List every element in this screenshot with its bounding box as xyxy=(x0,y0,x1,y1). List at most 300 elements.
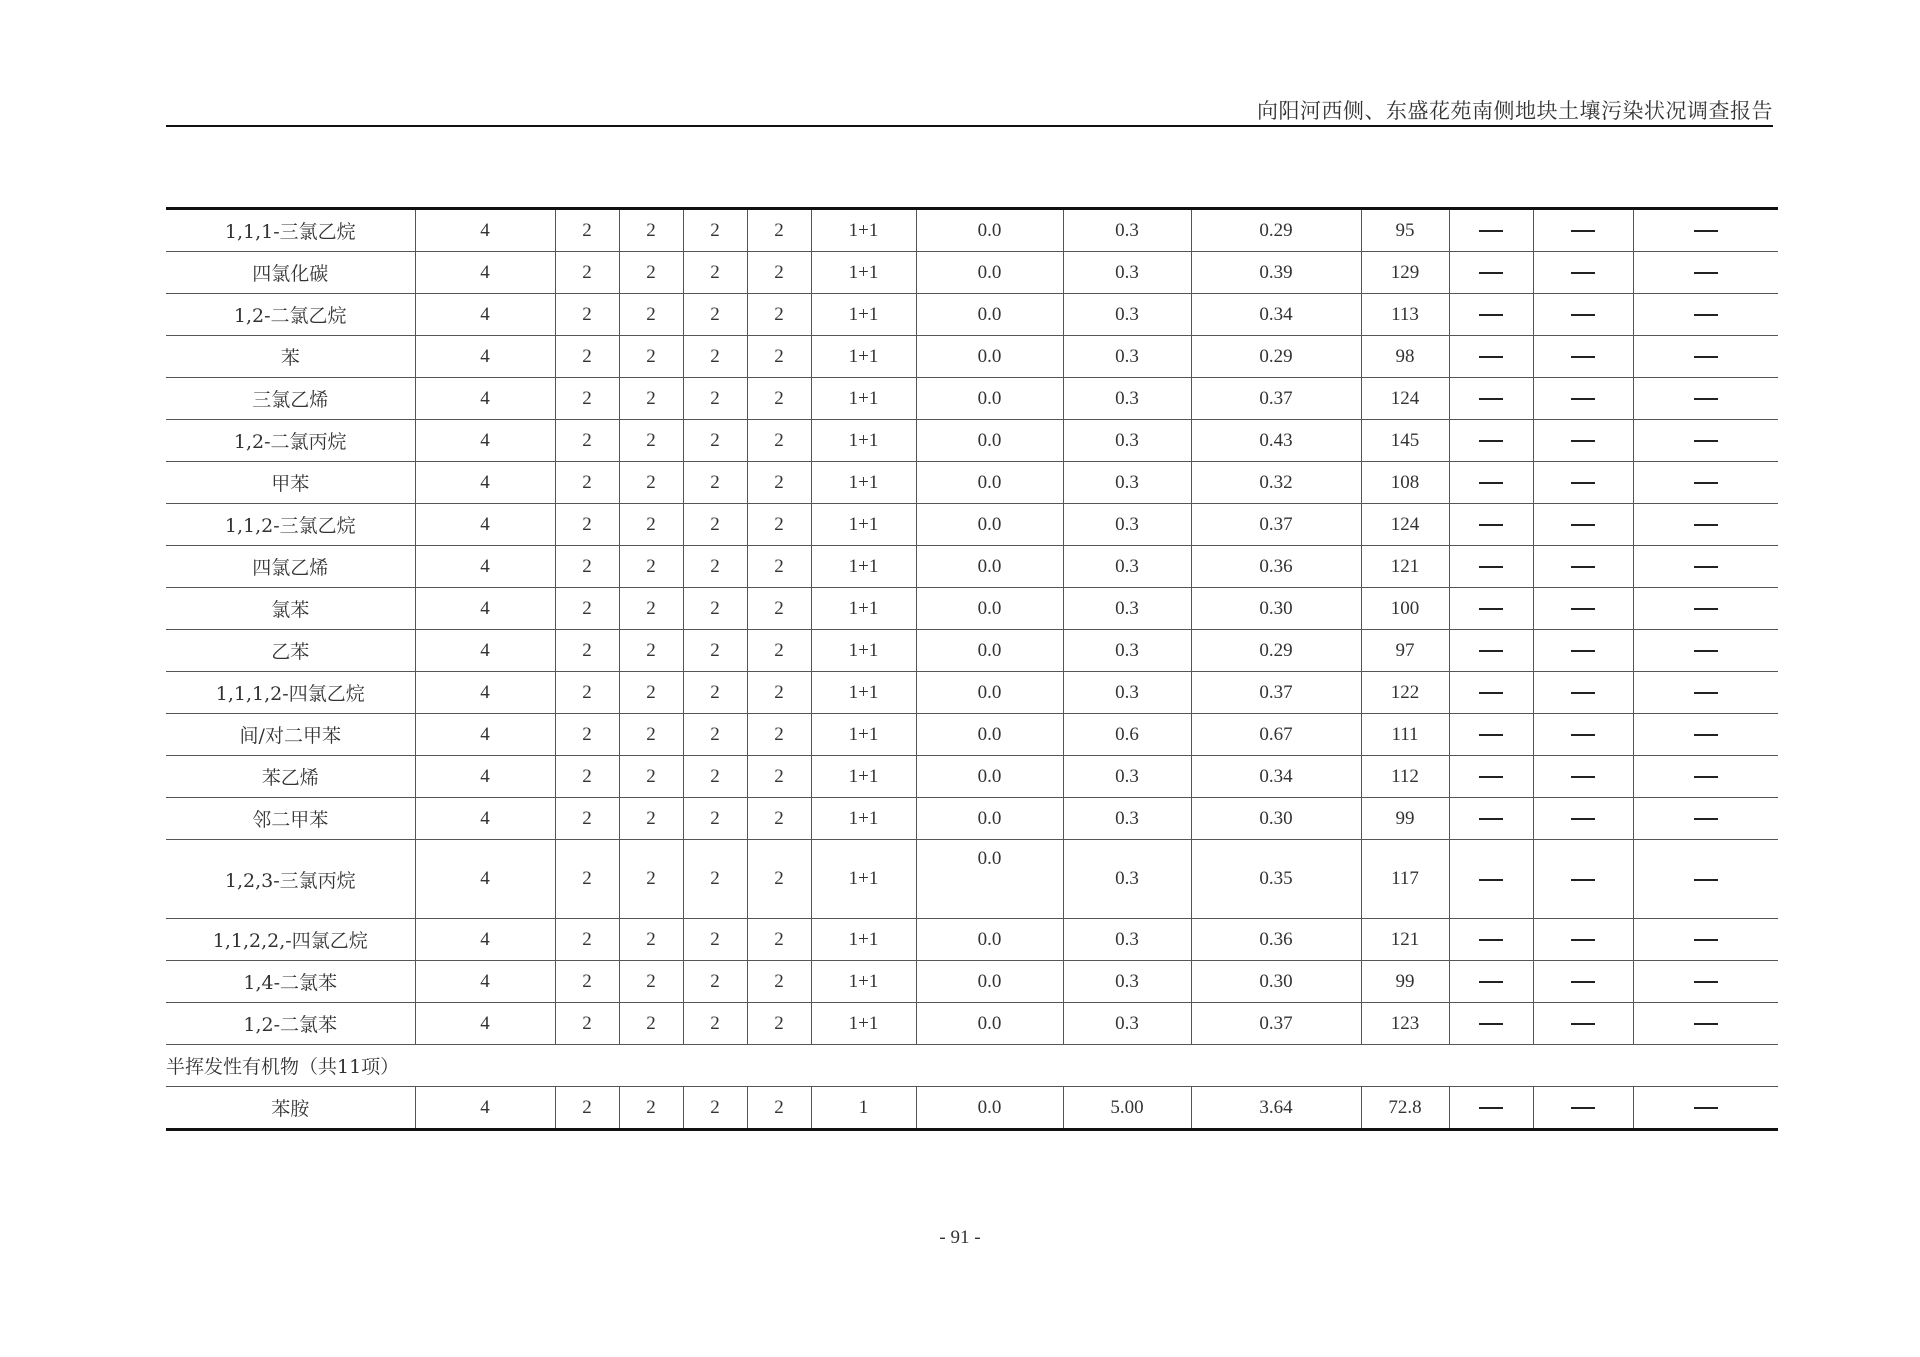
value-cell: 4 xyxy=(415,630,555,672)
dash-cell xyxy=(1533,961,1633,1003)
value-cell: 0.0 xyxy=(916,1003,1063,1045)
value-cell: 0.37 xyxy=(1191,504,1361,546)
dash-mark xyxy=(1571,981,1595,983)
value-cell: 3.64 xyxy=(1191,1087,1361,1130)
value-cell: 4 xyxy=(415,588,555,630)
value-cell: 2 xyxy=(555,504,619,546)
value-cell: 0.0 xyxy=(916,919,1063,961)
value-cell: 2 xyxy=(619,462,683,504)
value-cell: 1+1 xyxy=(811,798,916,840)
value-cell: 2 xyxy=(619,630,683,672)
value-cell: 5.00 xyxy=(1063,1087,1191,1130)
dash-mark xyxy=(1479,1023,1503,1025)
value-cell: 1+1 xyxy=(811,1003,916,1045)
table-row xyxy=(166,504,1778,546)
table-row xyxy=(166,462,1778,504)
dash-cell xyxy=(1449,714,1533,756)
value-cell: 1+1 xyxy=(811,209,916,252)
dash-cell xyxy=(1633,504,1778,546)
value-cell: 111 xyxy=(1361,714,1449,756)
value-cell: 99 xyxy=(1361,961,1449,1003)
dash-mark xyxy=(1479,272,1503,274)
value-cell: 0.0 xyxy=(916,756,1063,798)
value-cell: 2 xyxy=(683,462,747,504)
table-row xyxy=(166,630,1778,672)
dash-cell xyxy=(1633,588,1778,630)
dash-cell xyxy=(1633,462,1778,504)
value-cell: 4 xyxy=(415,714,555,756)
value-cell: 1+1 xyxy=(811,378,916,420)
dash-mark xyxy=(1694,776,1718,778)
value-cell: 2 xyxy=(683,1087,747,1130)
dash-mark xyxy=(1694,734,1718,736)
value-cell: 2 xyxy=(683,919,747,961)
dash-cell xyxy=(1633,1003,1778,1045)
value-cell: 2 xyxy=(555,714,619,756)
dash-mark xyxy=(1479,692,1503,694)
value-cell: 0.3 xyxy=(1063,546,1191,588)
dash-cell xyxy=(1533,336,1633,378)
value-cell: 2 xyxy=(555,798,619,840)
value-cell: 0.3 xyxy=(1063,1003,1191,1045)
value-cell: 4 xyxy=(415,798,555,840)
value-cell: 2 xyxy=(683,252,747,294)
table-row xyxy=(166,961,1778,1003)
dash-mark xyxy=(1571,272,1595,274)
dash-mark xyxy=(1571,879,1595,881)
dash-cell xyxy=(1533,294,1633,336)
value-cell: 1+1 xyxy=(811,672,916,714)
compound-name-cell: 四氯化碳 xyxy=(166,252,415,294)
value-cell: 2 xyxy=(619,840,683,919)
dash-mark xyxy=(1694,692,1718,694)
dash-cell xyxy=(1533,1087,1633,1130)
dash-mark xyxy=(1571,939,1595,941)
value-cell: 124 xyxy=(1361,378,1449,420)
section-label: 半挥发性有机物（共11项） xyxy=(166,1045,1778,1087)
value-cell: 2 xyxy=(683,209,747,252)
dash-mark xyxy=(1571,524,1595,526)
value-cell: 4 xyxy=(415,919,555,961)
table-body xyxy=(166,209,1778,1130)
value-cell: 2 xyxy=(555,378,619,420)
dash-mark xyxy=(1694,314,1718,316)
dash-cell xyxy=(1533,840,1633,919)
compound-name-cell: 四氯乙烯 xyxy=(166,546,415,588)
value-cell: 2 xyxy=(555,1003,619,1045)
compound-name-cell: 1,2-二氯乙烷 xyxy=(166,294,415,336)
value-cell: 0.43 xyxy=(1191,420,1361,462)
compound-name-cell: 1,1,1-三氯乙烷 xyxy=(166,209,415,252)
compound-name-cell: 邻二甲苯 xyxy=(166,798,415,840)
value-cell: 2 xyxy=(747,462,811,504)
value-cell: 0.29 xyxy=(1191,630,1361,672)
results-table-container xyxy=(166,207,1773,1131)
table-row xyxy=(166,919,1778,961)
compound-name-cell: 苯胺 xyxy=(166,1087,415,1130)
value-cell: 1+1 xyxy=(811,294,916,336)
value-cell: 2 xyxy=(619,504,683,546)
value-cell: 0.0 xyxy=(916,840,1063,919)
value-cell: 4 xyxy=(415,462,555,504)
value-cell: 4 xyxy=(415,1087,555,1130)
table-row xyxy=(166,1003,1778,1045)
value-cell: 1+1 xyxy=(811,714,916,756)
value-cell: 2 xyxy=(683,798,747,840)
table-row xyxy=(166,840,1778,919)
dash-mark xyxy=(1694,356,1718,358)
dash-cell xyxy=(1533,462,1633,504)
value-cell: 2 xyxy=(747,798,811,840)
value-cell: 2 xyxy=(683,546,747,588)
dash-cell xyxy=(1533,420,1633,462)
value-cell: 0.0 xyxy=(916,630,1063,672)
dash-mark xyxy=(1479,1107,1503,1109)
table-row xyxy=(166,336,1778,378)
dash-cell xyxy=(1533,209,1633,252)
value-cell: 1+1 xyxy=(811,336,916,378)
dash-mark xyxy=(1571,230,1595,232)
value-cell: 2 xyxy=(747,630,811,672)
value-cell: 1+1 xyxy=(811,756,916,798)
value-cell: 123 xyxy=(1361,1003,1449,1045)
dash-cell xyxy=(1533,756,1633,798)
compound-name-cell: 1,2,3-三氯丙烷 xyxy=(166,840,415,919)
dash-cell xyxy=(1533,672,1633,714)
value-cell: 2 xyxy=(747,1087,811,1130)
dash-mark xyxy=(1571,1107,1595,1109)
dash-cell xyxy=(1633,630,1778,672)
dash-mark xyxy=(1479,734,1503,736)
dash-mark xyxy=(1479,939,1503,941)
dash-mark xyxy=(1479,776,1503,778)
value-cell: 2 xyxy=(683,630,747,672)
dash-mark xyxy=(1479,879,1503,881)
compound-name-cell: 乙苯 xyxy=(166,630,415,672)
value-cell: 2 xyxy=(619,336,683,378)
dash-cell xyxy=(1633,209,1778,252)
table-row xyxy=(166,798,1778,840)
value-cell: 2 xyxy=(619,798,683,840)
value-cell: 2 xyxy=(555,336,619,378)
dash-cell xyxy=(1449,630,1533,672)
dash-cell xyxy=(1533,504,1633,546)
value-cell: 2 xyxy=(555,756,619,798)
dash-mark xyxy=(1479,356,1503,358)
value-cell: 0.39 xyxy=(1191,252,1361,294)
value-cell: 0.36 xyxy=(1191,546,1361,588)
dash-mark xyxy=(1571,566,1595,568)
value-cell: 0.0 xyxy=(916,961,1063,1003)
dash-mark xyxy=(1571,1023,1595,1025)
value-cell: 2 xyxy=(555,294,619,336)
dash-mark xyxy=(1694,1107,1718,1109)
dash-cell xyxy=(1533,546,1633,588)
value-cell: 108 xyxy=(1361,462,1449,504)
value-cell: 2 xyxy=(747,336,811,378)
dash-mark xyxy=(1479,398,1503,400)
dash-mark xyxy=(1694,939,1718,941)
value-cell: 2 xyxy=(683,840,747,919)
value-cell: 2 xyxy=(747,252,811,294)
dash-mark xyxy=(1479,524,1503,526)
value-cell: 2 xyxy=(747,378,811,420)
dash-mark xyxy=(1479,314,1503,316)
dash-cell xyxy=(1533,588,1633,630)
value-cell: 2 xyxy=(555,1087,619,1130)
page-number: - 91 - xyxy=(939,1227,981,1248)
table-row xyxy=(166,294,1778,336)
dash-cell xyxy=(1633,546,1778,588)
value-cell: 2 xyxy=(619,588,683,630)
dash-cell xyxy=(1533,252,1633,294)
value-cell: 0.0 xyxy=(916,672,1063,714)
value-cell: 2 xyxy=(619,1087,683,1130)
value-cell: 2 xyxy=(555,546,619,588)
dash-cell xyxy=(1449,1003,1533,1045)
table-row xyxy=(166,378,1778,420)
dash-mark xyxy=(1694,524,1718,526)
dash-mark xyxy=(1571,734,1595,736)
value-cell: 0.0 xyxy=(916,294,1063,336)
dash-mark xyxy=(1479,650,1503,652)
dash-cell xyxy=(1449,209,1533,252)
table-row xyxy=(166,420,1778,462)
section-header-row xyxy=(166,1045,1778,1087)
dash-mark xyxy=(1571,356,1595,358)
compound-name-cell: 间/对二甲苯 xyxy=(166,714,415,756)
dash-cell xyxy=(1633,961,1778,1003)
value-cell: 2 xyxy=(619,919,683,961)
value-cell: 0.36 xyxy=(1191,919,1361,961)
value-cell: 2 xyxy=(555,630,619,672)
value-cell: 0.3 xyxy=(1063,756,1191,798)
dash-cell xyxy=(1449,756,1533,798)
value-cell: 2 xyxy=(555,588,619,630)
dash-mark xyxy=(1571,818,1595,820)
value-cell: 0.3 xyxy=(1063,798,1191,840)
value-cell: 72.8 xyxy=(1361,1087,1449,1130)
value-cell: 2 xyxy=(683,961,747,1003)
dash-mark xyxy=(1571,608,1595,610)
dash-cell xyxy=(1633,336,1778,378)
value-cell: 2 xyxy=(619,961,683,1003)
compound-name-cell: 1,2-二氯丙烷 xyxy=(166,420,415,462)
value-cell: 0.34 xyxy=(1191,756,1361,798)
value-cell: 0.0 xyxy=(916,462,1063,504)
dash-cell xyxy=(1449,546,1533,588)
table-row xyxy=(166,756,1778,798)
results-table xyxy=(166,207,1778,1131)
dash-cell xyxy=(1449,919,1533,961)
dash-mark xyxy=(1479,440,1503,442)
value-cell: 0.6 xyxy=(1063,714,1191,756)
table-row xyxy=(166,672,1778,714)
value-cell: 0.0 xyxy=(916,1087,1063,1130)
value-cell: 129 xyxy=(1361,252,1449,294)
value-cell: 4 xyxy=(415,209,555,252)
value-cell: 2 xyxy=(555,209,619,252)
value-cell: 1+1 xyxy=(811,546,916,588)
dash-mark xyxy=(1694,566,1718,568)
compound-name-cell: 1,2-二氯苯 xyxy=(166,1003,415,1045)
value-cell: 1+1 xyxy=(811,919,916,961)
value-cell: 4 xyxy=(415,672,555,714)
value-cell: 0.3 xyxy=(1063,672,1191,714)
value-cell: 2 xyxy=(555,919,619,961)
value-cell: 0.3 xyxy=(1063,336,1191,378)
value-cell: 2 xyxy=(555,672,619,714)
value-cell: 2 xyxy=(747,588,811,630)
dash-cell xyxy=(1633,378,1778,420)
value-cell: 0.37 xyxy=(1191,1003,1361,1045)
value-cell: 1+1 xyxy=(811,630,916,672)
value-cell: 2 xyxy=(683,756,747,798)
value-cell: 2 xyxy=(747,504,811,546)
value-cell: 2 xyxy=(619,714,683,756)
value-cell: 4 xyxy=(415,504,555,546)
value-cell: 0.3 xyxy=(1063,630,1191,672)
value-cell: 112 xyxy=(1361,756,1449,798)
value-cell: 2 xyxy=(747,1003,811,1045)
value-cell: 2 xyxy=(555,840,619,919)
value-cell: 4 xyxy=(415,378,555,420)
dash-cell xyxy=(1449,588,1533,630)
value-cell: 0.3 xyxy=(1063,420,1191,462)
dash-cell xyxy=(1633,294,1778,336)
value-cell: 0.3 xyxy=(1063,294,1191,336)
value-cell: 121 xyxy=(1361,919,1449,961)
compound-name-cell: 三氯乙烯 xyxy=(166,378,415,420)
dash-cell xyxy=(1533,378,1633,420)
value-cell: 2 xyxy=(619,252,683,294)
value-cell: 2 xyxy=(619,672,683,714)
value-cell: 0.3 xyxy=(1063,209,1191,252)
value-cell: 2 xyxy=(555,462,619,504)
value-cell: 0.3 xyxy=(1063,919,1191,961)
value-cell: 0.30 xyxy=(1191,798,1361,840)
value-cell: 2 xyxy=(747,714,811,756)
value-cell: 2 xyxy=(619,756,683,798)
value-cell: 0.3 xyxy=(1063,462,1191,504)
dash-cell xyxy=(1449,294,1533,336)
dash-mark xyxy=(1694,818,1718,820)
dash-cell xyxy=(1633,714,1778,756)
dash-cell xyxy=(1633,672,1778,714)
dash-cell xyxy=(1449,504,1533,546)
dash-cell xyxy=(1533,630,1633,672)
value-cell: 4 xyxy=(415,252,555,294)
compound-name-cell: 苯 xyxy=(166,336,415,378)
dash-cell xyxy=(1449,798,1533,840)
dash-mark xyxy=(1479,482,1503,484)
value-cell: 2 xyxy=(683,714,747,756)
value-cell: 1 xyxy=(811,1087,916,1130)
table-row xyxy=(166,588,1778,630)
value-cell: 1+1 xyxy=(811,961,916,1003)
value-cell: 2 xyxy=(683,336,747,378)
compound-name-cell: 1,1,2,2,-四氯乙烷 xyxy=(166,919,415,961)
dash-mark xyxy=(1694,398,1718,400)
dash-mark xyxy=(1571,314,1595,316)
value-cell: 1+1 xyxy=(811,420,916,462)
dash-mark xyxy=(1694,230,1718,232)
value-cell: 1+1 xyxy=(811,252,916,294)
value-cell: 1+1 xyxy=(811,462,916,504)
value-cell: 0.3 xyxy=(1063,504,1191,546)
value-cell: 2 xyxy=(619,546,683,588)
value-cell: 2 xyxy=(555,961,619,1003)
value-cell: 2 xyxy=(747,961,811,1003)
dash-mark xyxy=(1694,482,1718,484)
value-cell: 0.3 xyxy=(1063,961,1191,1003)
value-cell: 2 xyxy=(683,420,747,462)
dash-cell xyxy=(1633,756,1778,798)
value-cell: 99 xyxy=(1361,798,1449,840)
value-cell: 2 xyxy=(619,420,683,462)
value-cell: 0.0 xyxy=(916,378,1063,420)
value-cell: 0.0 xyxy=(916,798,1063,840)
value-cell: 0.3 xyxy=(1063,840,1191,919)
dash-mark xyxy=(1571,692,1595,694)
dash-cell xyxy=(1533,714,1633,756)
value-cell: 2 xyxy=(747,546,811,588)
value-cell: 1+1 xyxy=(811,504,916,546)
dash-cell xyxy=(1533,1003,1633,1045)
compound-name-cell: 苯乙烯 xyxy=(166,756,415,798)
dash-mark xyxy=(1694,650,1718,652)
dash-cell xyxy=(1449,420,1533,462)
value-cell: 0.0 xyxy=(916,420,1063,462)
table-row xyxy=(166,1087,1778,1130)
dash-cell xyxy=(1633,420,1778,462)
value-cell: 4 xyxy=(415,840,555,919)
value-cell: 2 xyxy=(747,420,811,462)
value-cell: 2 xyxy=(747,672,811,714)
value-cell: 2 xyxy=(747,840,811,919)
value-cell: 4 xyxy=(415,961,555,1003)
dash-mark xyxy=(1571,440,1595,442)
value-cell: 0.0 xyxy=(916,546,1063,588)
compound-name-cell: 1,4-二氯苯 xyxy=(166,961,415,1003)
dash-mark xyxy=(1694,608,1718,610)
dash-cell xyxy=(1449,672,1533,714)
dash-cell xyxy=(1533,798,1633,840)
value-cell: 2 xyxy=(683,672,747,714)
dash-mark xyxy=(1694,272,1718,274)
value-cell: 4 xyxy=(415,294,555,336)
value-cell: 2 xyxy=(555,252,619,294)
dash-mark xyxy=(1694,981,1718,983)
dash-mark xyxy=(1571,776,1595,778)
dash-mark xyxy=(1694,440,1718,442)
value-cell: 2 xyxy=(619,378,683,420)
value-cell: 4 xyxy=(415,420,555,462)
value-cell: 2 xyxy=(683,378,747,420)
value-cell: 0.3 xyxy=(1063,252,1191,294)
value-cell: 2 xyxy=(619,294,683,336)
dash-mark xyxy=(1479,566,1503,568)
value-cell: 0.0 xyxy=(916,504,1063,546)
dash-cell xyxy=(1633,252,1778,294)
value-cell: 98 xyxy=(1361,336,1449,378)
value-cell: 0.37 xyxy=(1191,672,1361,714)
dash-cell xyxy=(1449,462,1533,504)
dash-cell xyxy=(1633,919,1778,961)
compound-name-cell: 1,1,1,2-四氯乙烷 xyxy=(166,672,415,714)
value-cell: 2 xyxy=(619,209,683,252)
table-row xyxy=(166,714,1778,756)
